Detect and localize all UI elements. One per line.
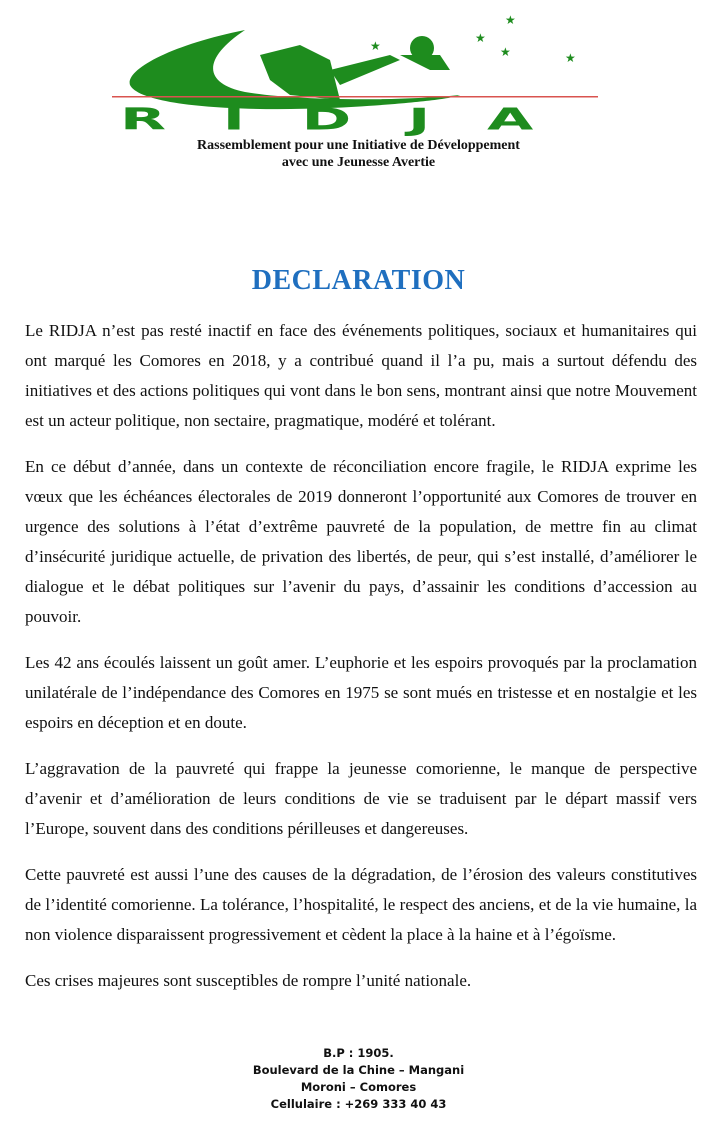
svg-text:★: ★ <box>565 51 576 65</box>
document-title: DECLARATION <box>251 265 466 296</box>
organization-subtitle <box>0 137 717 171</box>
svg-text:★: ★ <box>370 39 381 53</box>
paragraph: L’aggravation de la pauvreté qui frappe la jeunesse comorienne, le manque de perspective d’avenir et d’amélioration de leurs conditions de vie se traduisent par le départ massif vers l’Europe, souvent dans des conditions périlleuses et dangereuses. <box>25 759 697 838</box>
svg-text:★: ★ <box>475 31 486 45</box>
contact-footer <box>0 1045 717 1113</box>
paragraph: Cette pauvreté est aussi l’une des causes de la dégradation, de l’érosion des valeurs constitutives de l’identité comorienne. La tolérance, l’hospitalité, le respect des anciens, et de la vie humaine, la non violence disparaissent progressivement et cèdent la place à la haine et à l’égoïsme. <box>25 865 697 944</box>
city: Moroni – Comores <box>300 1080 417 1094</box>
svg-text:★: ★ <box>500 45 511 59</box>
paragraph: Les 42 ans écoulés laissent un goût amer. L’euphorie et les espoirs provoqués par la proclamation unilatérale de l’indépendance des Comores en 1975 se sont mués en tristesse et en nostalgie et les espoirs en déception et en doute. <box>25 653 697 732</box>
postal-box: B.P : 1905. <box>323 1046 394 1060</box>
declaration-body <box>25 316 697 1012</box>
svg-text:★: ★ <box>505 13 516 27</box>
paragraph: Ces crises majeures sont susceptibles de rompre l’unité nationale. <box>25 971 472 990</box>
ridja-logo <box>30 0 670 136</box>
paragraph: Le RIDJA n’est pas resté inactif en face des événements politiques, sociaux et humanitaires qui ont marqué les Comores en 2018, y a contribué quand il l’a pu, mais a surtout défendu des initiatives et des actions politiques qui vont dans le bon sens, montrant ainsi que notre Mouvement est un acteur politique, non sectaire, pragmatique, modéré et tolérant. <box>25 321 697 430</box>
subtitle-line-1: Rassemblement pour une Initiative de Développement <box>197 138 520 153</box>
logo-text: RIDJA <box>120 102 591 136</box>
subtitle-line-2: avec une Jeunesse Avertie <box>281 155 436 170</box>
paragraph: En ce début d’année, dans un contexte de réconciliation encore fragile, le RIDJA exprime les vœux que les échéances électorales de 2019 donneront l’opportunité aux Comores de trouver en urgence des solutions à l’état d’extrême pauvreté de la population, de mettre fin au climat d’insécurité juridique actuelle, de privation des libertés, de peur, qui s’est installé, d’améliorer le dialogue et le débat politiques sur l’avenir du pays, d’assainir les conditions d’accession au pouvoir. <box>25 457 697 626</box>
phone: Cellulaire : +269 333 40 43 <box>270 1097 447 1111</box>
address: Boulevard de la Chine – Mangani <box>252 1063 465 1077</box>
